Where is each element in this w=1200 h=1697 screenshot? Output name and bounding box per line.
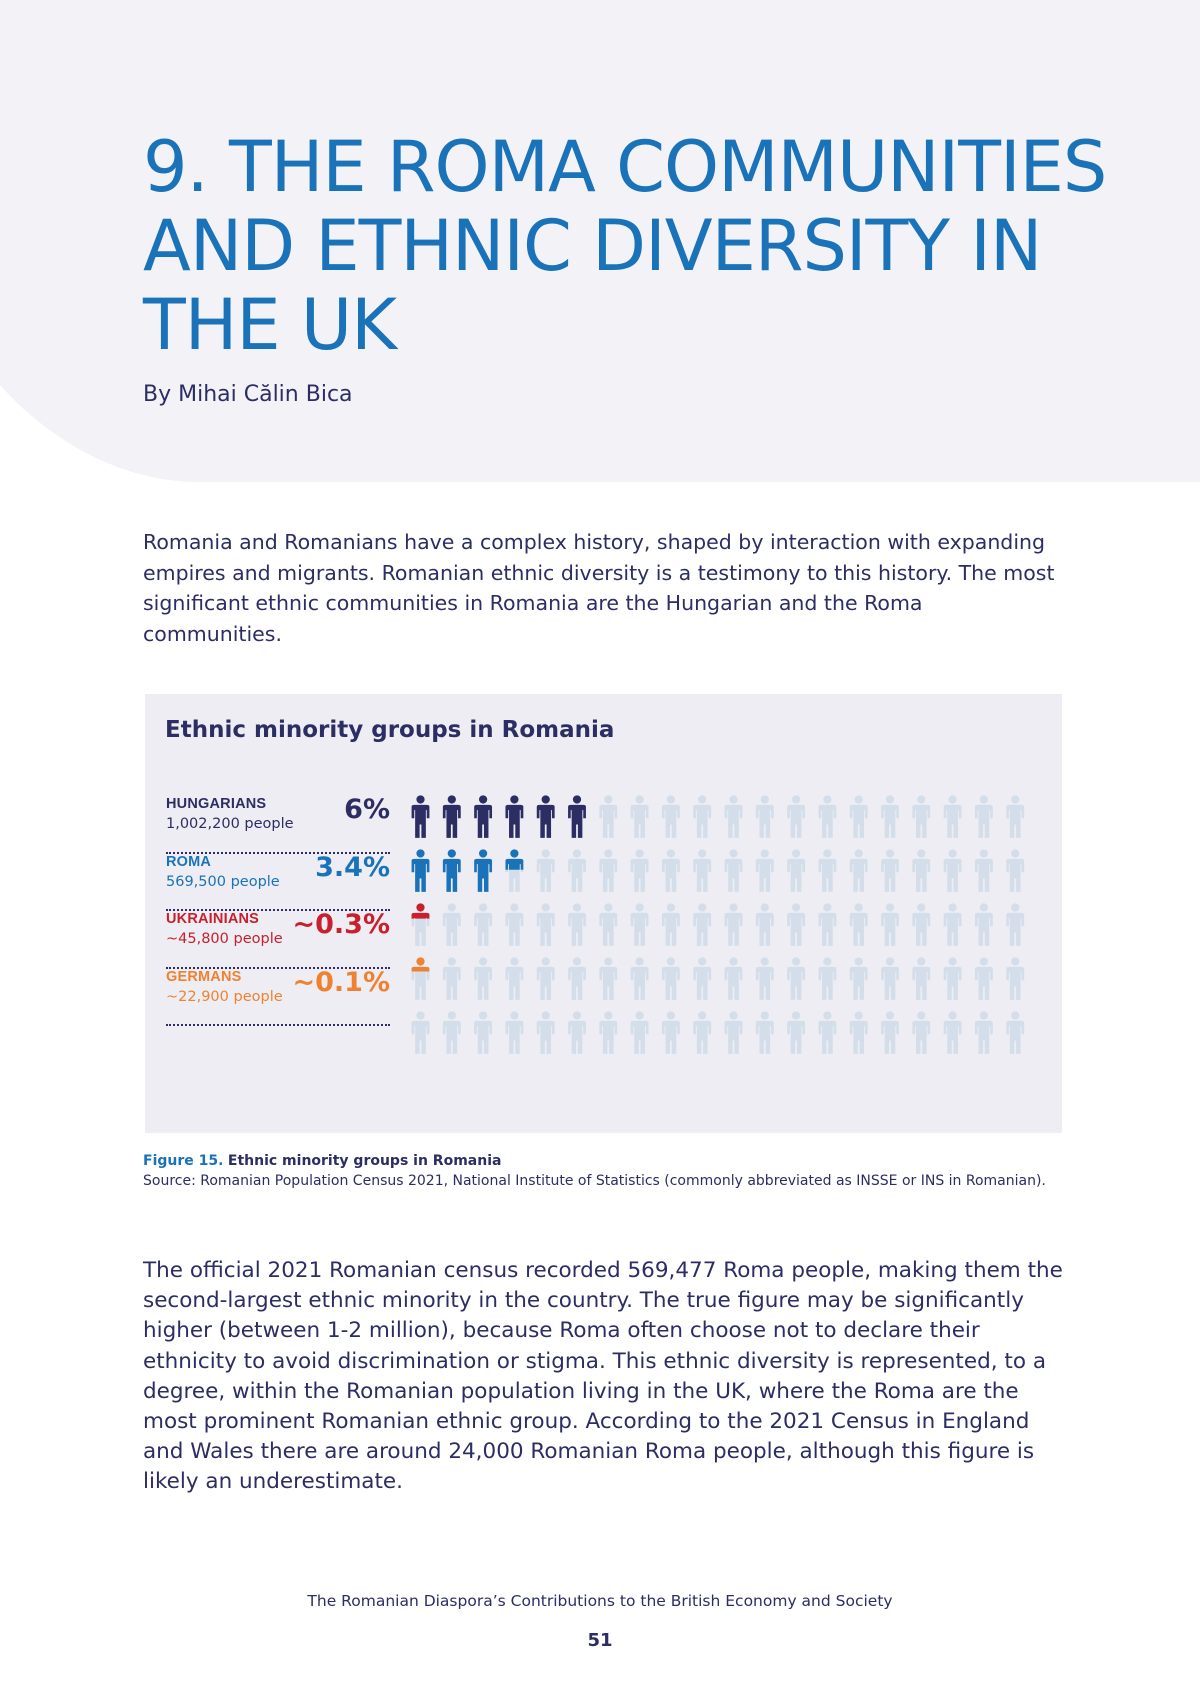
person-icon-empty xyxy=(693,903,711,946)
person-icon-empty xyxy=(725,957,743,1000)
person-icon-empty xyxy=(818,957,836,1000)
person-icon-filled xyxy=(412,795,430,838)
person-icon-empty xyxy=(975,957,993,1000)
person-icon-empty xyxy=(944,957,962,1000)
person-icon-empty xyxy=(756,1011,774,1054)
page-number: 51 xyxy=(587,1630,613,1651)
figure-legend xyxy=(166,796,390,1026)
person-icon-empty xyxy=(631,795,649,838)
person-icon-empty xyxy=(568,849,586,892)
person-icon-empty xyxy=(912,903,930,946)
legend-group-name: GERMANS xyxy=(166,968,242,985)
person-icon-empty xyxy=(568,1011,586,1054)
person-icon-empty xyxy=(944,1011,962,1054)
legend-group-count: ~22,900 people xyxy=(166,988,283,1005)
person-icon-empty xyxy=(850,849,868,892)
legend-group-name: HUNGARIANS xyxy=(166,796,267,812)
legend-row-germans xyxy=(166,966,390,1027)
person-icon-empty xyxy=(693,849,711,892)
person-icon-empty xyxy=(631,849,649,892)
person-icon-empty xyxy=(599,795,617,838)
person-icon-empty xyxy=(975,1011,993,1054)
person-icon-empty xyxy=(443,957,461,1000)
person-icon-empty xyxy=(537,957,555,1000)
person-icon-empty xyxy=(787,1011,805,1054)
legend-group-count: 1,002,200 people xyxy=(166,816,294,832)
legend-group-count: ~45,800 people xyxy=(166,931,283,947)
person-icon-empty xyxy=(818,795,836,838)
person-icon-empty xyxy=(850,957,868,1000)
person-icon-empty xyxy=(693,1011,711,1054)
person-icon-empty xyxy=(474,903,492,946)
person-icon-empty xyxy=(787,903,805,946)
person-icon-empty xyxy=(850,903,868,946)
person-icon-empty xyxy=(1006,795,1024,838)
legend-group-percent: ~0.3% xyxy=(292,909,390,940)
person-icon-empty xyxy=(944,795,962,838)
person-icon-empty xyxy=(662,957,680,1000)
figure-title: Ethnic minority groups in Romania xyxy=(165,717,615,743)
person-icon-partial xyxy=(412,903,430,946)
person-icon-filled xyxy=(474,849,492,892)
caption-figure-label: Figure 15. xyxy=(143,1153,224,1169)
person-icon-empty xyxy=(1006,849,1024,892)
person-icon-empty xyxy=(881,795,899,838)
legend-group-name: UKRAINIANS xyxy=(166,911,260,927)
person-icon-partial xyxy=(412,957,430,1000)
person-icon-empty xyxy=(725,903,743,946)
footer-publication-title: The Romanian Diaspora’s Contributions to the British Economy and Society xyxy=(307,1592,893,1610)
person-icon-empty xyxy=(1006,1011,1024,1054)
figure-caption xyxy=(143,1151,1083,1191)
person-icon-empty xyxy=(850,1011,868,1054)
person-icon-empty xyxy=(505,903,523,946)
person-icon-empty xyxy=(443,1011,461,1054)
person-icon-empty xyxy=(505,957,523,1000)
person-icon-empty xyxy=(599,957,617,1000)
intro-paragraph: Romania and Romanians have a complex history, shaped by interaction with expanding empires and migrants. Romanian ethnic diversity is a testimony to this history. The most significant ethnic communities in Romania are the Hungarian and the Roma communities. xyxy=(143,530,1055,646)
legend-row-ukrainians xyxy=(166,911,390,969)
person-icon-empty xyxy=(787,849,805,892)
pictogram-svg xyxy=(408,795,1048,1075)
person-icon-empty xyxy=(912,957,930,1000)
person-icon-empty xyxy=(756,903,774,946)
legend-group-percent: 3.4% xyxy=(315,851,390,883)
person-icon-empty xyxy=(725,795,743,838)
person-icon-empty xyxy=(631,903,649,946)
person-icon-empty xyxy=(412,1011,430,1054)
person-icon-partial xyxy=(505,849,523,892)
person-icon-empty xyxy=(693,795,711,838)
person-icon-empty xyxy=(693,957,711,1000)
person-icon-empty xyxy=(537,903,555,946)
person-icon-empty xyxy=(944,849,962,892)
page-title: 9. THE ROMA COMMUNITIES AND ETHNIC DIVERSITY IN THE UK xyxy=(143,126,1107,366)
person-icon-empty xyxy=(474,1011,492,1054)
person-icon-empty xyxy=(599,849,617,892)
person-icon-empty xyxy=(975,795,993,838)
person-icon-filled xyxy=(537,795,555,838)
person-icon-empty xyxy=(662,795,680,838)
person-icon-empty xyxy=(787,795,805,838)
legend-group-percent: 6% xyxy=(344,794,390,825)
person-icon-empty xyxy=(599,903,617,946)
person-icon-empty xyxy=(881,903,899,946)
person-icon-empty xyxy=(756,957,774,1000)
person-icon-empty xyxy=(443,903,461,946)
person-icon-empty xyxy=(537,1011,555,1054)
person-icon-empty xyxy=(881,1011,899,1054)
caption-figure-title: Ethnic minority groups in Romania xyxy=(227,1153,502,1169)
person-icon-empty xyxy=(944,903,962,946)
person-icon-filled xyxy=(568,795,586,838)
legend-row-hungarians xyxy=(166,796,390,854)
person-icon-empty xyxy=(975,903,993,946)
person-icon-empty xyxy=(975,849,993,892)
legend-row-roma xyxy=(166,851,390,912)
person-icon-empty xyxy=(568,957,586,1000)
person-icon-empty xyxy=(850,795,868,838)
figure-panel xyxy=(145,694,1062,1133)
person-icon-empty xyxy=(1006,957,1024,1000)
person-icon-empty xyxy=(756,849,774,892)
person-icon-empty xyxy=(881,849,899,892)
legend-group-percent: ~0.1% xyxy=(292,966,390,998)
person-icon-empty xyxy=(818,849,836,892)
person-icon-empty xyxy=(912,1011,930,1054)
person-icon-empty xyxy=(631,957,649,1000)
person-icon-empty xyxy=(662,903,680,946)
person-icon-empty xyxy=(787,957,805,1000)
person-icon-empty xyxy=(756,795,774,838)
person-icon-filled xyxy=(443,849,461,892)
legend-group-count: 569,500 people xyxy=(166,873,280,890)
person-icon-empty xyxy=(662,849,680,892)
body-paragraph: The official 2021 Romanian census recorded 569,477 Roma people, making them the second-largest ethnic minority in the country. The true figure may be significantly higher (between 1-2 million), because Roma often choose not to declare their ethnicity to avoid discrimination or stigma. This ethnic diversity is represented, to a degree, within the Romanian population living in the UK, where the Roma are the most prominent Romanian ethnic group. According to the 2021 Census in England and Wales there are around 24,000 Romanian Roma people, although this figure is likely an underestimate. xyxy=(143,1258,1063,1495)
person-icon-empty xyxy=(474,957,492,1000)
person-icon-filled xyxy=(443,795,461,838)
person-pictogram-grid xyxy=(408,795,1048,1075)
person-icon-empty xyxy=(631,1011,649,1054)
author-byline: By Mihai Călin Bica xyxy=(143,382,353,407)
person-icon-empty xyxy=(662,1011,680,1054)
legend-group-name: ROMA xyxy=(166,853,212,870)
caption-source: Source: Romanian Population Census 2021, National Institute of Statistics (commonly abbreviated as INSSE or INS in Romanian). xyxy=(143,1173,1046,1189)
person-icon-filled xyxy=(412,849,430,892)
person-icon-filled xyxy=(474,795,492,838)
person-icon-empty xyxy=(1006,903,1024,946)
person-icon-empty xyxy=(725,849,743,892)
person-icon-empty xyxy=(818,1011,836,1054)
person-icon-empty xyxy=(599,1011,617,1054)
person-icon-empty xyxy=(505,1011,523,1054)
person-icon-filled xyxy=(505,795,523,838)
person-icon-empty xyxy=(725,1011,743,1054)
person-icon-empty xyxy=(818,903,836,946)
person-icon-empty xyxy=(912,849,930,892)
person-icon-empty xyxy=(881,957,899,1000)
person-icon-empty xyxy=(912,795,930,838)
person-icon-empty xyxy=(568,903,586,946)
person-icon-empty xyxy=(537,849,555,892)
